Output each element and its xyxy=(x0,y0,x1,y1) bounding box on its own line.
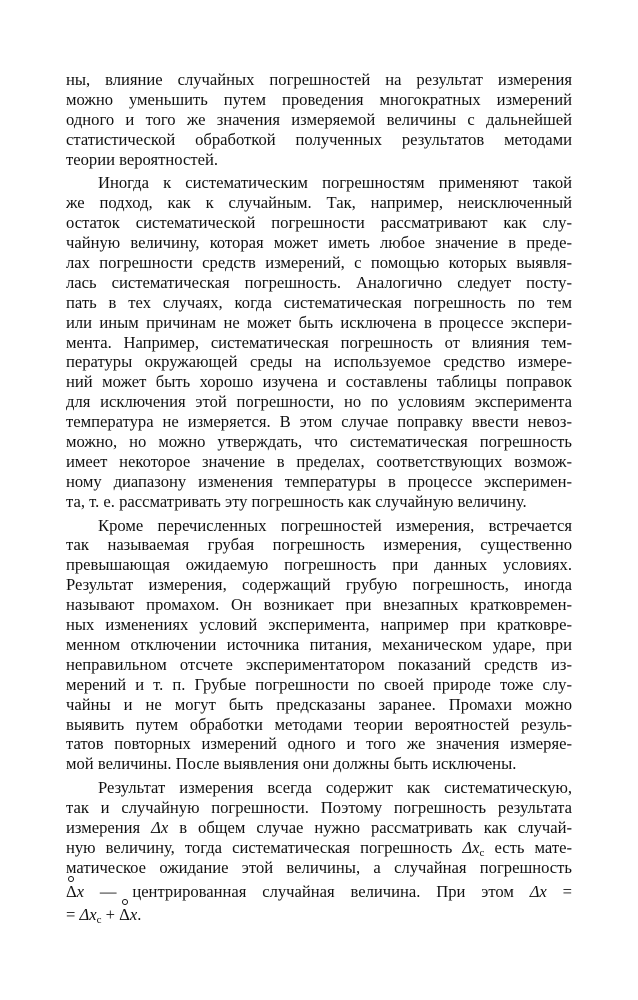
math-subscript: c xyxy=(96,913,102,926)
math-variable: Δx xyxy=(151,817,169,837)
text-line: температура не измеряется. В этом случае поправку ввести невоз- xyxy=(66,412,572,432)
text-line: мента. Например, систематическая погрешность от влияния тем- xyxy=(66,332,572,352)
text-line: так и случайную погрешности. Поэтому погрешность результата xyxy=(66,798,572,818)
text-line: Результат измерения, содержащий грубую погрешность, иногда xyxy=(66,575,572,595)
text-line: ную величину, тогда систематическая погрешность $\Delta x_c$ есть мате- xyxy=(66,837,572,859)
text-line: мерений и т. п. Грубые погрешности по своей природе тоже слу- xyxy=(66,674,572,694)
text-line: неправильном отсчете экспериментатором показаний средств из- xyxy=(66,654,572,674)
text-line: же подход, как к случайным. Так, например, неисключенный xyxy=(66,193,572,213)
text-line: ны, влияние случайных погрешностей на результат измерения xyxy=(66,70,572,89)
text-line: называют промахом. Он возникает при внезапных кратковремен- xyxy=(66,595,572,615)
text-line: та, т. е. рассматривать эту погрешность как случайную величину. xyxy=(66,491,527,511)
text-line: лах погрешности средств измерений, с помощью которых выявля- xyxy=(66,253,572,273)
text-line: так называемая грубая погрешность измерения, существенно xyxy=(66,535,572,555)
text-line: или иным причинам не может быть исключена в процессе экспери- xyxy=(66,312,572,332)
text-line: одного и того же значения измеряемой величины с дальнейшей xyxy=(66,109,572,129)
math-variable: Δx xyxy=(529,881,547,901)
math-subscript: c xyxy=(479,846,485,859)
text-line: остаток систематической погрешности рассматривают как слу- xyxy=(66,213,572,233)
page-text xyxy=(66,70,572,928)
text-line: теории вероятностей. xyxy=(66,149,218,169)
formula-line: Δx — центрированная случайная величина. При этом Δx = xyxy=(66,881,572,901)
formula-line: = $\Delta x_c + \Delta x$. xyxy=(66,904,142,926)
text-line: мой величины. После выявления они должны быть исключены. xyxy=(66,754,517,774)
text-line: лась систематическая погрешность. Аналогично следует посту- xyxy=(66,272,572,292)
text-line: татов повторных измерений одного и того же значения измеряе- xyxy=(66,734,572,754)
text-line: пать в тех случаях, когда систематическая погрешность по тем xyxy=(66,292,572,312)
text-line: можно, но можно утверждать, что систематическая погрешность xyxy=(66,432,572,452)
text-line: менном отключении источника питания, механическом ударе, при xyxy=(66,634,572,654)
text-line: ний может быть хорошо изучена и составлены таблицы поправок xyxy=(66,372,572,392)
paragraph-1 xyxy=(66,70,572,169)
text-line: Результат измерения всегда содержит как систематическую, xyxy=(98,778,572,798)
text-line: можно уменьшить путем проведения многократных измерений xyxy=(66,89,572,109)
text-line: ному диапазону изменения температуры в процессе эксперимен- xyxy=(66,471,572,491)
text-line: матическое ожидание этой величины, а случайная погрешность xyxy=(66,857,572,877)
paragraph-4 xyxy=(66,778,572,927)
text-line: для исключения этой погрешности, но по условиям эксперимента xyxy=(66,392,572,412)
centered-delta-symbol: Δ xyxy=(119,904,130,924)
math-variable: Δx xyxy=(462,837,480,857)
text-line: ных изменениях условий эксперимента, например при кратковре- xyxy=(66,615,572,635)
paragraph-3 xyxy=(66,516,572,775)
text-line: имеет некоторое значение в пределах, соответствующих возмож- xyxy=(66,451,572,471)
centered-delta-symbol: Δ xyxy=(66,881,77,901)
text-line: чайны и не могут быть предсказаны заранее. Промахи можно xyxy=(66,694,572,714)
text-line: превышающая ожидаемую погрешность при данных условиях. xyxy=(66,555,572,575)
text-line: чайную величину, которая может иметь любое значение в преде- xyxy=(66,233,572,253)
text-line: пературы окружающей среды на используемое средство измере- xyxy=(66,352,572,372)
paragraph-2 xyxy=(66,173,572,511)
math-variable: Δx xyxy=(79,904,97,924)
text-line: выявить путем обработки методами теории вероятностей резуль- xyxy=(66,714,572,734)
text-line: измерения Δx в общем случае нужно рассматривать как случай- xyxy=(66,817,572,837)
text-line: Кроме перечисленных погрешностей измерения, встречается xyxy=(98,515,572,535)
text-line: Иногда к систематическим погрешностям применяют такой xyxy=(98,173,572,193)
text-line: статистической обработкой полученных результатов методами xyxy=(66,129,572,149)
